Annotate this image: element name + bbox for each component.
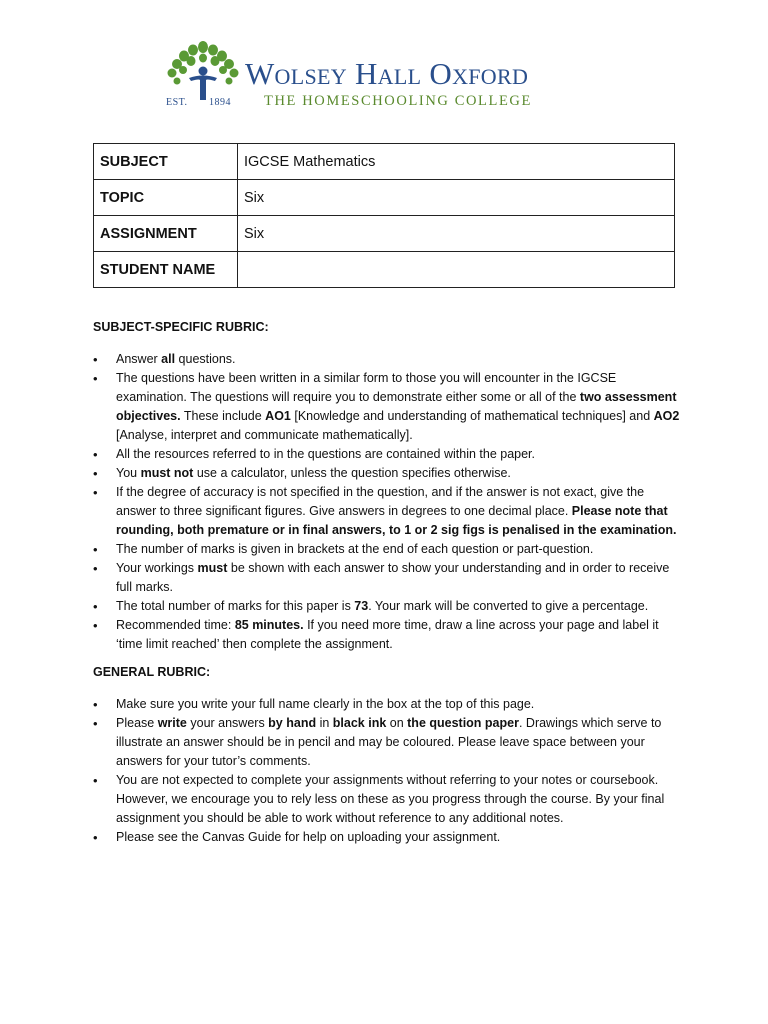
- general-rubric-list: [93, 695, 683, 847]
- body-text: . Your mark will be converted to give a percentage.: [368, 599, 649, 613]
- body-text: [Analyse, interpret and communicate mathematically].: [116, 428, 413, 442]
- table-row: [94, 252, 675, 288]
- emphasis-text: must not: [140, 466, 194, 480]
- body-text: You are not expected to complete your assignments without referring to your notes or coursebook. However, we encourage you to rely less on these as you progress through the course. By your final assignment you should be able to work without reference to any additional notes.: [116, 773, 665, 825]
- body-text: your answers: [186, 716, 269, 730]
- body-text: Answer: [116, 352, 162, 366]
- emphasis-text: must: [197, 561, 228, 575]
- emphasis-text: 73: [354, 599, 369, 613]
- list-item: [93, 350, 683, 369]
- emphasis-text: AO2: [653, 409, 680, 423]
- rubric-content: [93, 318, 683, 856]
- body-text: in: [316, 716, 333, 730]
- general-rubric-heading: GENERAL RUBRIC:: [93, 665, 211, 679]
- body-text: If you need more time, draw a line across your page and label it ‘time limit reached’ then complete the assignment.: [116, 618, 659, 651]
- subject-label: SUBJECT: [94, 144, 238, 180]
- emphasis-text: Please note that rounding, both premature or in final answers, to 1 or 2 sig figs is penalised in the examination.: [116, 504, 677, 537]
- logo-tagline: THE HOMESCHOOLING COLLEGE: [264, 93, 532, 109]
- subject-value: IGCSE Mathematics: [238, 144, 675, 180]
- body-text: Make sure you write your full name clearly in the box at the top of this page.: [116, 697, 535, 711]
- emphasis-text: AO1: [265, 409, 291, 423]
- topic-label: TOPIC: [94, 180, 238, 216]
- list-item: [93, 483, 683, 540]
- list-item: [93, 695, 683, 714]
- list-item: [93, 714, 683, 771]
- emphasis-text: two assessment objectives.: [116, 390, 677, 423]
- list-item: [93, 597, 683, 616]
- body-text: . Drawings which serve to illustrate an answer should be in pencil and may be coloured. Please leave space between your answers for your tutor’s comments.: [116, 716, 662, 768]
- tree-person-icon: [163, 40, 243, 100]
- emphasis-text: write: [157, 716, 187, 730]
- subject-rubric-heading: SUBJECT-SPECIFIC RUBRIC:: [93, 320, 269, 334]
- body-text: The questions have been written in a similar form to those you will encounter in the IGCSE examination. The questions will require you to demonstrate either some or all of the: [116, 371, 617, 404]
- body-text: The number of marks is given in brackets at the end of each question or part-question.: [116, 542, 594, 556]
- list-item: [93, 540, 683, 559]
- body-text: Recommended time:: [116, 618, 235, 632]
- table-row: [94, 180, 675, 216]
- body-text: If the degree of accuracy is not specified in the question, and if the answer is not exact, give the answer to three significant figures. Give answers in degrees to one decimal place.: [116, 485, 645, 518]
- emphasis-text: all: [161, 352, 176, 366]
- body-text: questions.: [175, 352, 236, 366]
- body-text: The total number of marks for this paper is: [116, 599, 355, 613]
- logo-wordmark: Wolsey Hall Oxford: [245, 56, 529, 91]
- list-item: [93, 616, 683, 654]
- student-name-field[interactable]: [238, 252, 675, 288]
- topic-value: Six: [238, 180, 675, 216]
- body-text: All the resources referred to in the questions are contained within the paper.: [116, 447, 536, 461]
- logo-year-label: 1894: [209, 97, 231, 108]
- list-item: [93, 828, 683, 847]
- body-text: You: [116, 466, 141, 480]
- body-text: These include: [180, 409, 266, 423]
- assignment-info-table: [93, 143, 675, 288]
- list-item: [93, 559, 683, 597]
- body-text: Please: [116, 716, 158, 730]
- assignment-label: ASSIGNMENT: [94, 216, 238, 252]
- body-text: Your workings: [116, 561, 198, 575]
- emphasis-text: 85 minutes.: [234, 618, 304, 632]
- student-name-label: STUDENT NAME: [94, 252, 238, 288]
- emphasis-text: black ink: [332, 716, 387, 730]
- subject-rubric-list: [93, 350, 683, 654]
- list-item: [93, 445, 683, 464]
- wolsey-hall-logo: [163, 40, 603, 116]
- list-item: [93, 369, 683, 445]
- logo-est-label: EST.: [166, 97, 188, 108]
- assignment-value: Six: [238, 216, 675, 252]
- table-row: [94, 144, 675, 180]
- body-text: be shown with each answer to show your understanding and in order to receive full marks.: [116, 561, 670, 594]
- table-row: [94, 216, 675, 252]
- emphasis-text: the question paper: [407, 716, 519, 730]
- body-text: use a calculator, unless the question specifies otherwise.: [193, 466, 511, 480]
- list-item: [93, 771, 683, 828]
- body-text: on: [386, 716, 408, 730]
- list-item: [93, 464, 683, 483]
- body-text: [Knowledge and understanding of mathematical techniques] and: [290, 409, 654, 423]
- emphasis-text: by hand: [268, 716, 317, 730]
- body-text: Please see the Canvas Guide for help on uploading your assignment.: [116, 830, 501, 844]
